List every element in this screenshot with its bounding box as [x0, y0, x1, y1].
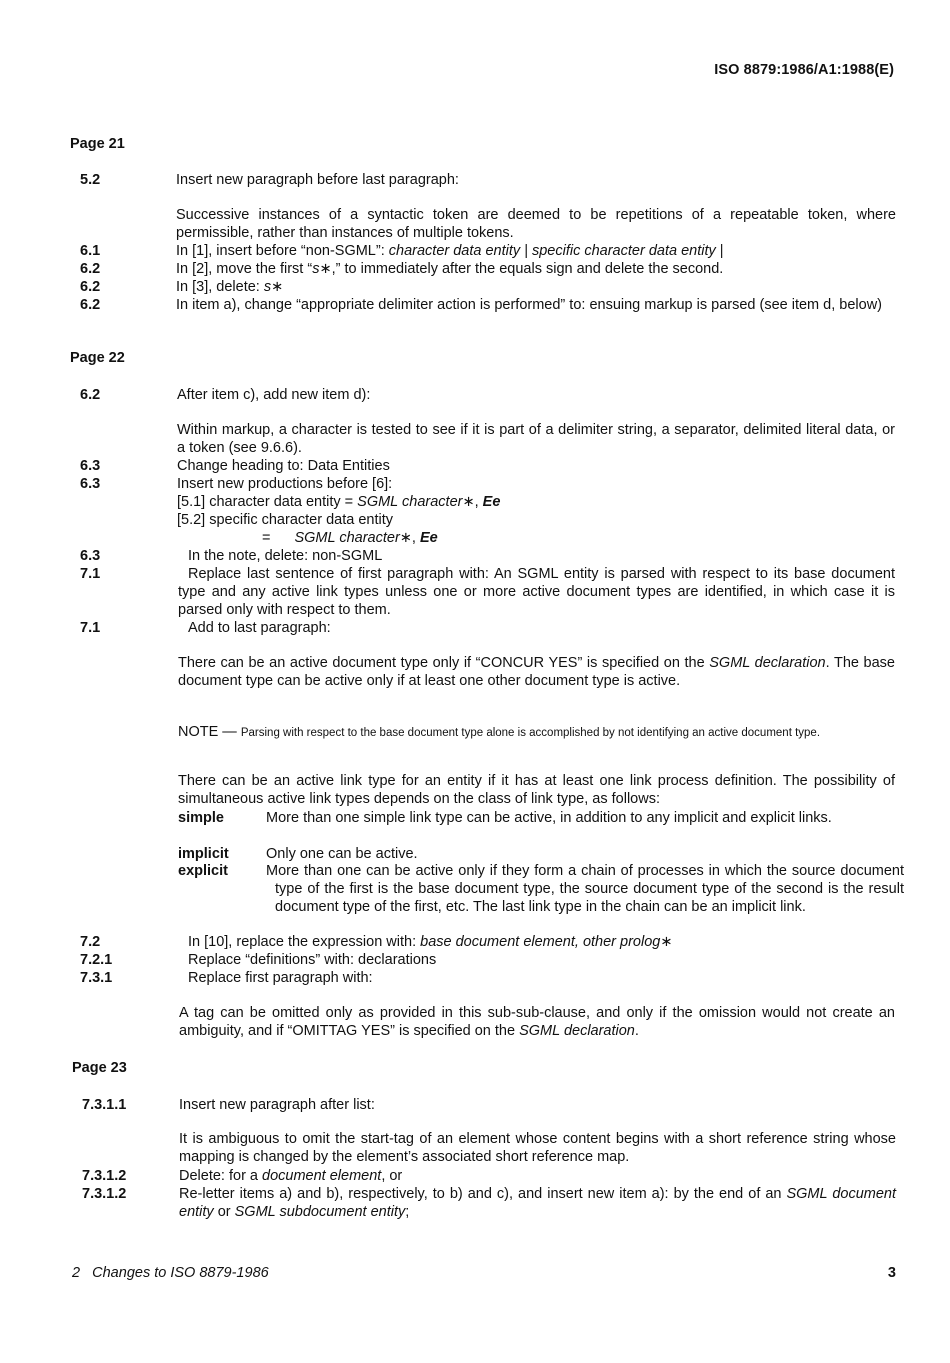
page-21-label: Page 21: [70, 136, 125, 152]
instruction-text: In item a), change “appropriate delimiter action is performed” to: ensuing markup is parsed (see item d, below): [176, 297, 882, 313]
production-5-2: [5.2] specific character data entity: [177, 512, 393, 528]
section-number: 7.3.1.1: [82, 1097, 127, 1113]
section-number: 6.2: [80, 261, 101, 277]
definition-term: implicit: [178, 846, 229, 862]
section-number: 6.2: [80, 279, 101, 295]
section-number: 7.2: [80, 934, 101, 950]
definition-term: simple: [178, 810, 224, 826]
page-22-label: Page 22: [70, 350, 125, 366]
instruction-text: In the note, delete: non-SGML: [188, 548, 383, 564]
production-5-2-rhs: = SGML character∗, Ee: [262, 530, 438, 546]
inserted-paragraph: Successive instances of a syntactic token are deemed to be repetitions of a repeatable token, where permissible, rather than instances of multiple tokens.: [176, 207, 896, 241]
running-header: ISO 8879:1986/A1:1988(E): [714, 62, 894, 78]
definition-desc: Only one can be active.: [266, 846, 418, 862]
inserted-paragraph: It is ambiguous to omit the start-tag of an element whose content begins with a short reference string whose mapping is changed by the element’s associated short reference map.: [179, 1131, 896, 1165]
instruction-text: Replace first paragraph with:: [188, 970, 373, 986]
instruction-text: Replace “definitions” with: declarations: [188, 952, 437, 968]
instruction-text: Delete: for a document element, or: [179, 1168, 403, 1184]
inserted-paragraph: A tag can be omitted only as provided in this sub-sub-clause, and only if the omission would not create an ambiguity, and if “OMITTAG YES” is specified on the SGML declaration.: [179, 1005, 895, 1039]
section-number: 7.3.1.2: [82, 1168, 127, 1184]
inserted-paragraph: Within markup, a character is tested to see if it is part of a delimiter string, a separator, delimited literal data, or a token (see 9.6.6).: [177, 422, 895, 456]
instruction-text: In [10], replace the expression with: base document element, other prolog∗: [188, 934, 673, 950]
inserted-paragraph: There can be an active link type for an entity if it has at least one link process definition. The possibility of simultaneous active link types depends on the class of link type, as follows:: [178, 773, 895, 807]
page-23-label: Page 23: [72, 1060, 127, 1076]
instruction-text: In [3], delete: s∗: [176, 279, 284, 295]
instruction-text: In [2], move the first “s∗,” to immediately after the equals sign and delete the second.: [176, 261, 724, 277]
section-number: 7.3.1.2: [82, 1186, 127, 1202]
section-number: 6.3: [80, 458, 101, 474]
section-number: 7.3.1: [80, 970, 113, 986]
footer-title: 2 Changes to ISO 8879-1986: [72, 1265, 269, 1281]
page-number: 3: [887, 1265, 896, 1281]
definition-term: explicit: [178, 863, 228, 879]
section-number: 6.2: [80, 297, 101, 313]
definition-desc: More than one simple link type can be active, in addition to any implicit and explicit links.: [266, 810, 832, 826]
section-number: 7.1: [80, 566, 101, 582]
instruction-text: Add to last paragraph:: [188, 620, 331, 636]
instruction-text: In [1], insert before “non-SGML”: character data entity | specific character data entity |: [176, 243, 724, 259]
section-number: 6.3: [80, 548, 101, 564]
instruction-text: Change heading to: Data Entities: [177, 458, 390, 474]
section-number: 6.2: [80, 387, 101, 403]
instruction-text: Insert new paragraph before last paragraph:: [176, 172, 459, 188]
instruction-text: Insert new productions before [6]:: [177, 476, 393, 492]
instruction-text: Insert new paragraph after list:: [179, 1097, 375, 1113]
instruction-text: Re-letter items a) and b), respectively, to b) and c), and insert new item a): by the end of an SGML document entity or SGML subdocument entity;: [179, 1186, 896, 1220]
inserted-paragraph: There can be an active document type only if “CONCUR YES” is specified on the SGML declaration. The base document type can be active only if at least one other document type is active.: [178, 655, 895, 689]
instruction-text: Replace last sentence of first paragraph with: An SGML entity is parsed with respect to its base document type and any active link types unless one or more active document types are identified, in which case it is parsed only with respect to them.: [178, 566, 895, 618]
section-number: 5.2: [80, 172, 101, 188]
section-number: 6.3: [80, 476, 101, 492]
note: NOTE — Parsing with respect to the base document type alone is accomplished by not identifying an active document type.: [178, 724, 821, 740]
section-number: 7.1: [80, 620, 101, 636]
instruction-text: After item c), add new item d):: [177, 387, 371, 403]
definition-desc: More than one can be active only if they form a chain of processes in which the source document type of the first is the base document type, the source document type of the second is the result document type of the first, etc. The last link type in the chain can be an implicit link.: [266, 863, 904, 915]
production-5-1: [5.1] character data entity = SGML character∗, Ee: [177, 494, 501, 510]
section-number: 6.1: [80, 243, 101, 259]
section-number: 7.2.1: [80, 952, 113, 968]
